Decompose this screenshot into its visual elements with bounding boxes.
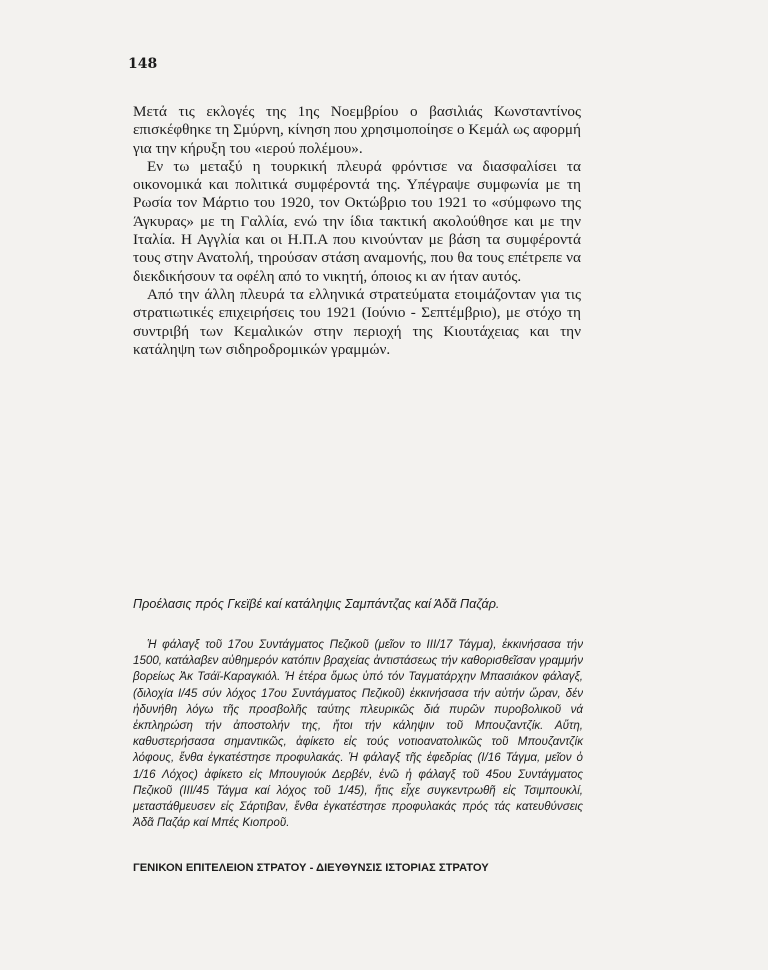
page-number: 148 xyxy=(128,56,158,72)
paragraph: Εν τω μεταξύ η τουρκική πλευρά φρόντισε να διασφαλίσει τα οικονομικά και πολιτικά συμφέροντά της. Υπέγραψε συμφωνία με τη Ρωσία τον Μάρτιο του 1920, τον Οκτώβριο του 1921 το «σύμφωνο της Άγκυρας» με τη Γαλλία, ενώ την ίδια τακτική ακολούθησε και με την Ιταλία. Η Αγγλία και οι Η.Π.Α που κινούνταν με βάση τα συμφέροντά τους στην Ανατολή, τηρούσαν στάση αναμονής, που θα τους επέτρεπε να διεκδικήσουν τα οφέλη από το νικητή, όποιος κι αν ήταν αυτός. xyxy=(133,157,581,285)
paragraph: Μετά τις εκλογές της 1ης Νοεμβρίου ο βασιλιάς Κωνσταντίνος επισκέφθηκε τη Σμύρνη, κίνηση που χρησιμοποίησε ο Κεμάλ ως αφορμή για την κήρυξη του «ιερού πολέμου». xyxy=(133,103,581,157)
quoted-excerpt xyxy=(133,637,583,831)
paragraph: Από την άλλη πλευρά τα ελληνικά στρατεύματα ετοιμάζονταν για τις στρατιωτικές επιχειρήσεις του 1921 (Ιούνιο - Σεπτέμβριο), με στόχο τη συντριβή των Κεμαλικών στην περιοχή της Κιουτάχειας και την κατάληψη των σιδηροδρομικών γραμμών. xyxy=(133,285,581,358)
excerpt-caption: Προέλασις πρός Γκεϊβέ καί κατάληψις Σαμπάντζας καί Άδᾶ Παζάρ. xyxy=(133,597,500,611)
source-attribution: ΓΕΝΙΚΟΝ ΕΠΙΤΕΛΕΙΟΝ ΣΤΡΑΤΟΥ - ΔΙΕΥΘΥΝΣΙΣ ΙΣΤΟΡΙΑΣ ΣΤΡΑΤΟΥ xyxy=(133,862,489,874)
quote-paragraph: Ἡ φάλαγξ τοῦ 17ου Συντάγματος Πεζικοῦ (μεῖον το ΙΙΙ/17 Τάγμα), ἐκκινήσασα τήν 1500, κατάλαβεν αὐθημερόν κατόπιν βραχείας ἀντιστάσεως τήν καθορισθεῖσαν γραμμήν βορείως Ἀκ Τσάϊ-Καραγκιόλ. Ἡ ἑτέρα ὅμως ὑπό τόν Ταγματάρχην Μπασιάκον φάλαγξ, (διλοχία Ι/45 σύν λόχος 17ου Συντάγματος Πεζικοῦ) ἐκκινήσασα τήν αὐτήν ὥραν, δέν ἠδυνήθη λόγω τῆς προσβολῆς ταύτης πλευρικῶς διά πυρῶν πυροβολικοῦ νά ἐκπληρώση τήν ἀποστολήν της, ἤτοι τήν κάληψιν τοῦ Μπουζαντζίκ. Αὕτη, καθυστερήσασα σημαντικῶς, ἀφίκετο εἰς τούς νοτιοανατολικῶς τοῦ Μπουζαντζίκ λόφους, ἔνθα ἐγκατέστησε προφυλακάς. Ἡ φάλαγξ τῆς ἐφεδρίας (Ι/16 Τάγμα, μεῖον ὁ 1/16 Λόχος) ἀφίκετο εἰς Μπουγιούκ Δερβέν, ἐνῶ ἡ φάλαγξ τοῦ 45ου Συντάγματος Πεζικοῦ (ΙΙΙ/45 Τάγμα καί λόχος τοῦ 1/45), ἥτις εἶχε συγκεντρωθῆ εἰς Τσιμπουκλί, μεταστάθμευσεν εἰς Σάρτιβαν, ἔνθα ἐγκατέστησε προφυλακάς πρός τάς κατευθύνσεις Ἀδᾶ Παζάρ καί Μπές Κιοπροῦ. xyxy=(133,638,583,830)
main-text xyxy=(133,103,581,359)
